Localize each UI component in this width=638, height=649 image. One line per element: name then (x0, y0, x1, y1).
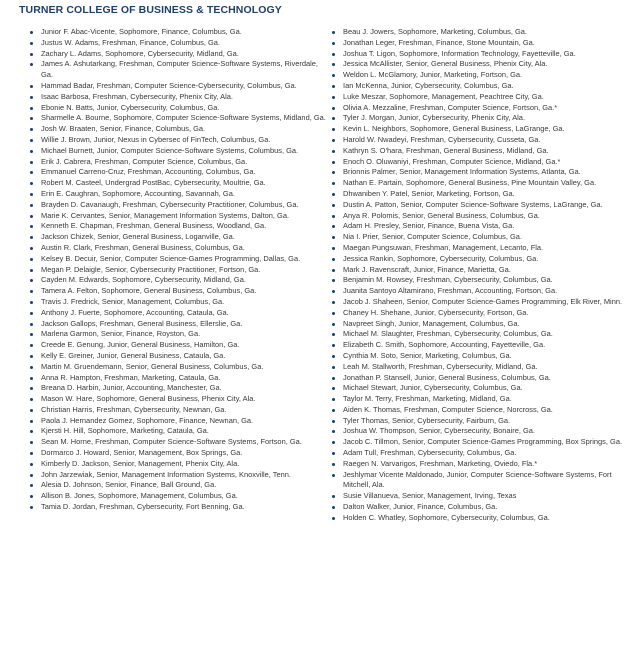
list-item: Dalton Walker, Junior, Finance, Columbus, Ga. (330, 502, 630, 513)
list-item: Weldon L. McGlamory, Junior, Marketing, Fortson, Ga. (330, 70, 630, 81)
list-item: Tyler J. Morgan, Junior, Cybersecurity, Phenix City, Ala. (330, 113, 630, 124)
list-item: Beau J. Jowers, Sophomore, Marketing, Columbus, Ga. (330, 27, 630, 38)
list-item: Jonathan Leger, Freshman, Finance, Stone Mountain, Ga. (330, 38, 630, 49)
list-item: Harold W. Nwadeyi, Freshman, Cybersecurity, Cusseta, Ga. (330, 135, 630, 146)
list-item: Michael M. Slaughter, Freshman, Cybersecurity, Columbus, Ga. (330, 329, 630, 340)
list-item: Jackson Chizek, Senior, General Business, Loganville, Ga. (28, 232, 327, 243)
list-item: Juanita Santoyo Altamirano, Freshman, Accounting, Fortson, Ga. (330, 286, 630, 297)
list-item: Ian McKenna, Junior, Cybersecurity, Columbus, Ga. (330, 81, 630, 92)
list-item: Junior F. Abac-Vicente, Sophomore, Finance, Columbus, Ga. (28, 27, 327, 38)
list-item: Dormarco J. Howard, Senior, Management, Box Springs, Ga. (28, 448, 327, 459)
list-item: Anya R. Polomis, Senior, General Business, Columbus, Ga. (330, 211, 630, 222)
list-item: Justus W. Adams, Freshman, Finance, Columbus, Ga. (28, 38, 327, 49)
list-item: Tamia D. Jordan, Freshman, Cybersecurity, Fort Benning, Ga. (28, 502, 327, 513)
list-item: Susie Villanueva, Senior, Management, Irving, Texas (330, 491, 630, 502)
list-item: Kenneth E. Chapman, Freshman, General Business, Woodland, Ga. (28, 221, 327, 232)
list-item: Erin E. Caughran, Sophomore, Accounting, Savannah, Ga. (28, 189, 327, 200)
list-item: Chaney H. Shehane, Junior, Cybersecurity, Fortson, Ga. (330, 308, 630, 319)
list-item: Jessica McAllister, Senior, General Business, Phenix City, Ala. (330, 59, 630, 70)
list-item: Mark J. Ravenscraft, Junior, Finance, Marietta, Ga. (330, 265, 630, 276)
list-item: Josh W. Braaten, Senior, Finance, Columbus, Ga. (28, 124, 327, 135)
list-item: Holden C. Whatley, Sophomore, Cybersecurity, Columbus, Ga. (330, 513, 630, 524)
list-item: Breana D. Harbin, Junior, Accounting, Manchester, Ga. (28, 383, 327, 394)
list-item: Jacob C. Tillmon, Senior, Computer Science-Games Programming, Box Springs, Ga. (330, 437, 630, 448)
list-item: Robert M. Casteel, Undergrad PostBac, Cybersecurity, Moultrie, Ga. (28, 178, 327, 189)
list-item: Joshua T. Ligon, Sophomore, Information Technology, Fayetteville, Ga. (330, 49, 630, 60)
list-item: Sharmelle A. Bourne, Sophomore, Computer Science-Software Systems, Midland, Ga. (28, 113, 327, 124)
list-item: Alesia D. Johnson, Senior, Finance, Ball Ground, Ga. (28, 480, 327, 491)
list-item: Anna R. Hampton, Freshman, Marketing, Cataula, Ga. (28, 373, 327, 384)
list-item: Tamera A. Felton, Sophomore, General Business, Columbus, Ga. (28, 286, 327, 297)
list-item: Michael Burnett, Junior, Computer Science-Software Systems, Columbus, Ga. (28, 146, 327, 157)
list-item: Marlena Garmon, Senior, Finance, Royston, Ga. (28, 329, 327, 340)
list-item: Jessica Rankin, Sophomore, Cybersecurity, Columbus, Ga. (330, 254, 630, 265)
list-item: Leah M. Stallworth, Freshman, Cybersecurity, Midland, Ga. (330, 362, 630, 373)
list-item: Emmanuel Carreno-Cruz, Freshman, Accounting, Columbus, Ga. (28, 167, 327, 178)
list-item: Kimberly D. Jackson, Senior, Management, Phenix City, Ala. (28, 459, 327, 470)
list-item: Marie K. Cervantes, Senior, Management Information Systems, Dalton, Ga. (28, 211, 327, 222)
list-item: John Jarzewiak, Senior, Management Information Systems, Knoxville, Tenn. (28, 470, 327, 481)
list-item: Enoch O. Oluwaniyi, Freshman, Computer Science, Midland, Ga.* (330, 157, 630, 168)
list-item: Nia I. Prier, Senior, Computer Science, Columbus, Ga. (330, 232, 630, 243)
list-item: Luke Meszar, Sophomore, Management, Peachtree City, Ga. (330, 92, 630, 103)
list-item: Kelsey B. Decuir, Senior, Computer Science-Games Programming, Dallas, Ga. (28, 254, 327, 265)
list-item: Jacob J. Shaheen, Senior, Computer Science-Games Programming, Elk River, Minn. (330, 297, 630, 308)
list-item: Brayden D. Cavanaugh, Freshman, Cybersecurity Practitioner, Columbus, Ga. (28, 200, 327, 211)
list-item: Austin R. Clark, Freshman, General Business, Columbus, Ga. (28, 243, 327, 254)
list-item: Benjamin M. Rowsey, Freshman, Cybersecurity, Columbus, Ga. (330, 275, 630, 286)
list-item: Isaac Barbosa, Freshman, Cybersecurity, Phenix City, Ala. (28, 92, 327, 103)
list-item: Mason W. Hare, Sophomore, General Business, Phenix City, Ala. (28, 394, 327, 405)
list-item: Kjersti H. Hill, Sophomore, Marketing, Cataula, Ga. (28, 426, 327, 437)
list-item: Sean M. Horne, Freshman, Computer Science-Software Systems, Fortson, Ga. (28, 437, 327, 448)
list-item: Zachary L. Adams, Sophomore, Cybersecurity, Midland, Ga. (28, 49, 327, 60)
list-item: Martin M. Gruendemann, Senior, General Business, Columbus, Ga. (28, 362, 327, 373)
list-item: Paola J. Hernandez Gomez, Sophomore, Finance, Newnan, Ga. (28, 416, 327, 427)
list-item: Brionnis Palmer, Senior, Management Information Systems, Atlanta, Ga. (330, 167, 630, 178)
left-name-list (28, 27, 327, 513)
list-item: Navpreet Singh, Junior, Management, Columbus, Ga. (330, 319, 630, 330)
list-item: Cynthia M. Soto, Senior, Marketing, Columbus, Ga. (330, 351, 630, 362)
list-item: Megan P. Delaigle, Senior, Cybersecurity Practitioner, Fortson, Ga. (28, 265, 327, 276)
list-item: Erik J. Cabrera, Freshman, Computer Science, Columbus, Ga. (28, 157, 327, 168)
list-item: Travis J. Fredrick, Senior, Management, Columbus, Ga. (28, 297, 327, 308)
list-item: Christian Harris, Freshman, Cybersecurity, Newnan, Ga. (28, 405, 327, 416)
list-item: Allison B. Jones, Sophomore, Management, Columbus, Ga. (28, 491, 327, 502)
list-item: Kathryn S. O'hara, Freshman, General Business, Midland, Ga. (330, 146, 630, 157)
list-item: Raegen N. Varvarigos, Freshman, Marketing, Oviedo, Fla.* (330, 459, 630, 470)
section-heading: TURNER COLLEGE OF BUSINESS & TECHNOLOGY (19, 4, 282, 16)
list-item: Dhwaniben Y. Patel, Senior, Marketing, Fortson, Ga. (330, 189, 630, 200)
list-item: Jackson Gallops, Freshman, General Business, Ellerslie, Ga. (28, 319, 327, 330)
list-item: Taylor M. Terry, Freshman, Marketing, Midland, Ga. (330, 394, 630, 405)
list-item: Kevin L. Neighbors, Sophomore, General Business, LaGrange, Ga. (330, 124, 630, 135)
list-item: Adam H. Presley, Senior, Finance, Buena Vista, Ga. (330, 221, 630, 232)
list-item: Joshua W. Thompson, Senior, Cybersecurity, Bonaire, Ga. (330, 426, 630, 437)
list-item: Michael Stewart, Junior, Cybersecurity, Columbus, Ga. (330, 383, 630, 394)
list-item: Tyler Thomas, Senior, Cybersecurity, Fairburn, Ga. (330, 416, 630, 427)
list-item: Dustin A. Patton, Senior, Computer Science-Software Systems, LaGrange, Ga. (330, 200, 630, 211)
list-item: Willie J. Brown, Junior, Nexus in Cybersec of FinTech, Columbus, Ga. (28, 135, 327, 146)
list-item: Maegan Pungsuwan, Freshman, Management, Lecanto, Fla. (330, 243, 630, 254)
list-item: Creede E. Genung, Junior, General Business, Hamilton, Ga. (28, 340, 327, 351)
list-item: Olivia A. Mezzaline, Freshman, Computer Science, Fortson, Ga.* (330, 103, 630, 114)
list-item: Hammad Badar, Freshman, Computer Science-Cybersecurity, Columbus, Ga. (28, 81, 327, 92)
list-item: James A. Ashutarkang, Freshman, Computer Science-Software Systems, Riverdale, Ga. (28, 59, 327, 81)
list-item: Aiden K. Thomas, Freshman, Computer Science, Norcross, Ga. (330, 405, 630, 416)
list-item: Adam Tull, Freshman, Cybersecurity, Columbus, Ga. (330, 448, 630, 459)
list-item: Kelly E. Greiner, Junior, General Business, Cataula, Ga. (28, 351, 327, 362)
list-item: Elizabeth C. Smith, Sophomore, Accounting, Fayetteville, Ga. (330, 340, 630, 351)
list-item: Nathan E. Partain, Sophomore, General Business, Pine Mountain Valley, Ga. (330, 178, 630, 189)
list-item: Cayden M. Edwards, Sophomore, Cybersecurity, Midland, Ga. (28, 275, 327, 286)
list-item: Ebonie N. Batts, Junior, Cybersecurity, Columbus, Ga. (28, 103, 327, 114)
list-item: Jonathan P. Stansell, Junior, General Business, Columbus, Ga. (330, 373, 630, 384)
list-item: Jeshlymar Vicente Maldonado, Junior, Computer Science-Software Systems, Fort Mitchell, Ala. (330, 470, 630, 492)
right-name-list (330, 27, 630, 524)
list-item: Anthony J. Fuerte, Sophomore, Accounting, Cataula, Ga. (28, 308, 327, 319)
